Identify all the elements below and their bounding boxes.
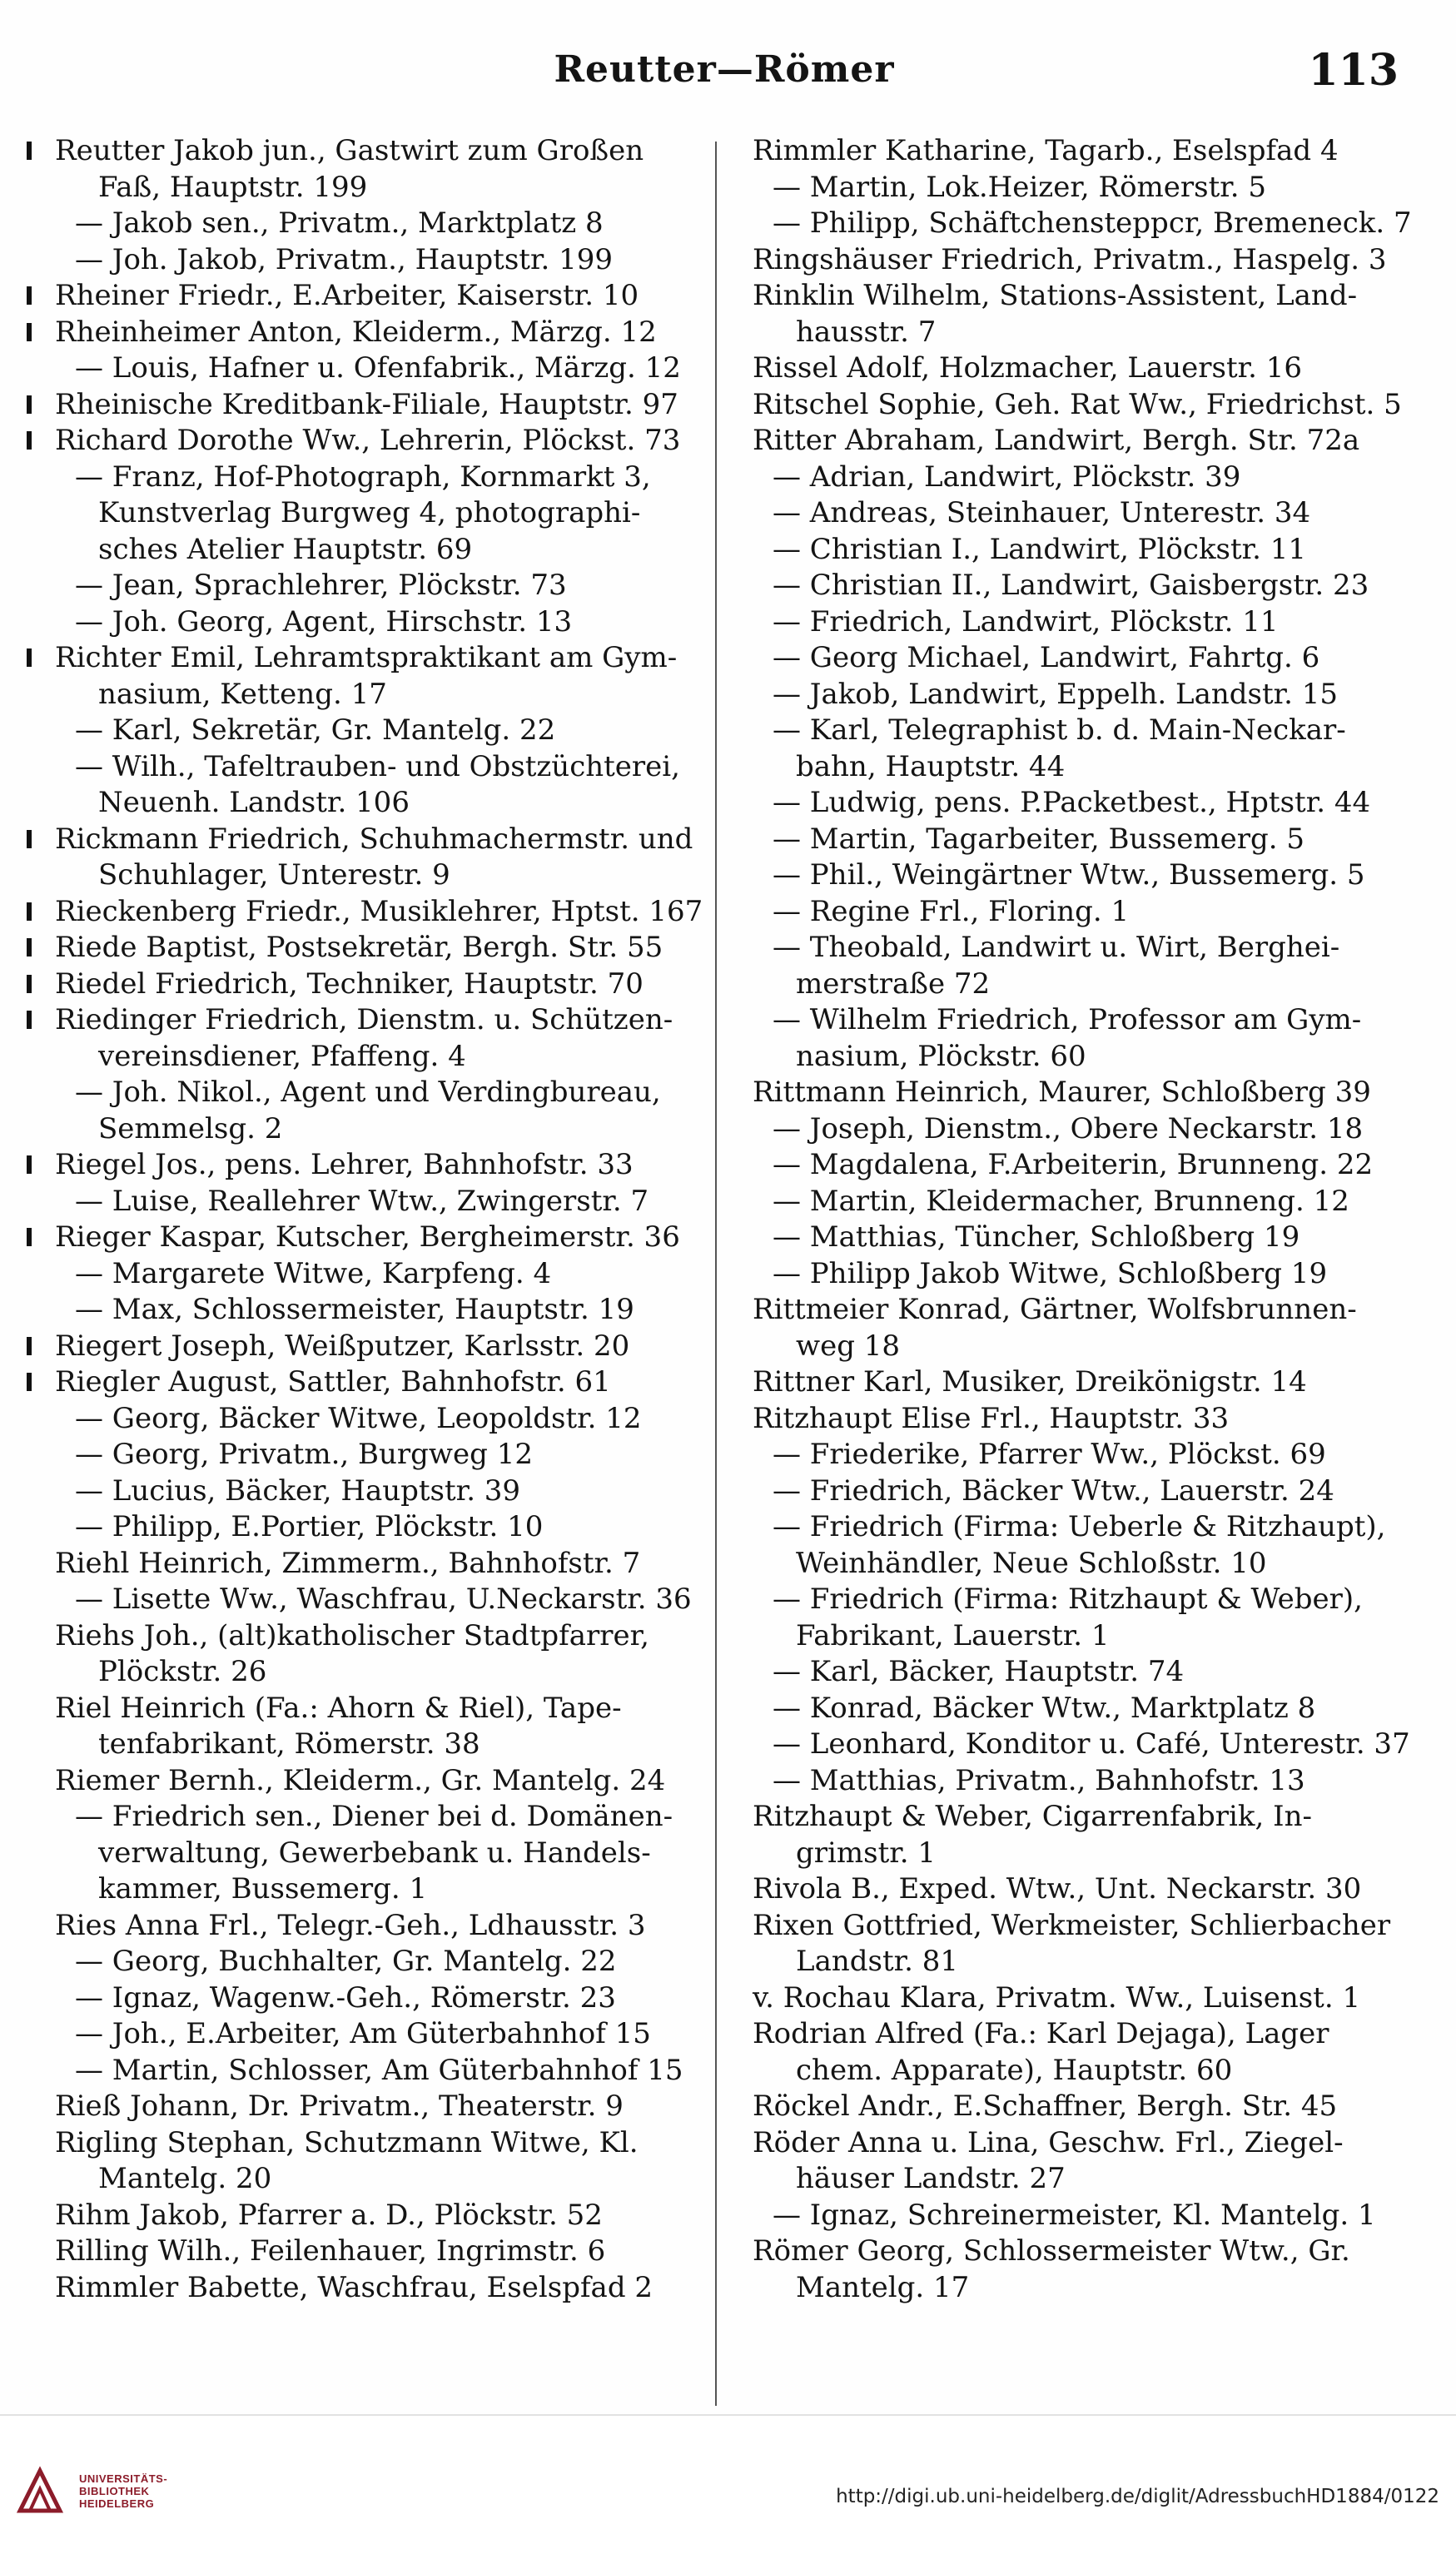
directory-entry [723,1473,1414,1510]
entry-continuation-line: Neuenh. Landstr. 106 [98,786,410,819]
entry-line: — Joh., E.Arbeiter, Am Güterbahnhof 15 [75,2017,651,2050]
entry-line: — Karl, Sekretär, Gr. Mantelg. 22 [75,713,556,747]
directory-entry [25,1980,712,2017]
directory-entry [723,2089,1414,2125]
entry-line: Rissel Adolf, Holzmacher, Lauerstr. 16 [753,351,1303,385]
viewer-footer [0,2414,1456,2554]
entry-line: Rimmler Babette, Waschfrau, Eselspfad 2 [55,2270,653,2304]
entry-line: Riedel Friedrich, Techniker, Hauptstr. 70 [55,966,644,1001]
directory-entry [25,387,712,424]
entry-line: — Philipp, Schäftchensteppcr, Bremeneck. 7 [773,206,1412,240]
directory-entry [723,930,1414,1002]
entry-continuation-line: vereinsdiener, Pfaffeng. 4 [98,1039,466,1073]
entry-line: — Georg Michael, Landwirt, Fahrtg. 6 [773,641,1320,674]
entry-continuation-line: Landstr. 81 [796,1945,959,1978]
directory-entry [25,1691,712,1763]
directory-entry [723,1727,1414,1763]
directory-entry [723,1002,1414,1075]
directory-entry [723,640,1414,677]
directory-entry [25,1329,712,1365]
entry-line: — Magdalena, F.Arbeiterin, Brunneng. 22 [773,1148,1374,1181]
directory-entry [723,2016,1414,2089]
entry-line: Riehl Heinrich, Zimmerm., Bahnhofstr. 7 [55,1546,641,1580]
directory-entry [25,1473,712,1510]
entry-continuation-line: Mantelg. 20 [98,2162,272,2195]
directory-entry [723,677,1414,713]
directory-entry [723,1401,1414,1438]
directory-entry [723,495,1414,532]
entry-line: — Phil., Weingärtner Wtw., Bussemerg. 5 [773,858,1365,892]
directory-entry [25,822,712,894]
right-column [723,133,1414,2414]
entry-line: Richter Emil, Lehramtspraktikant am Gym- [55,641,678,674]
entry-line: — Martin, Tagarbeiter, Bussemerg. 5 [773,822,1304,856]
directory-entry [25,2125,712,2198]
entry-line: — Wilh., Tafeltrauben- und Obstzüchterei, [75,749,680,783]
directory-entry [25,1437,712,1473]
logo-line: UNIVERSITÄTS- [79,2472,168,2485]
directory-entry [25,1799,712,1908]
page-header [33,33,1415,108]
directory-entry [723,785,1414,822]
directory-entry [723,460,1414,496]
directory-entry [723,2234,1414,2306]
entry-continuation-line: merstraße 72 [796,966,991,1001]
directory-entry [723,1364,1414,1401]
entry-continuation-line: Faß, Hauptstr. 199 [98,170,368,204]
entry-line: — Friedrich, Landwirt, Plöckstr. 11 [773,604,1279,638]
entry-continuation-line: bahn, Hauptstr. 44 [796,749,1066,783]
entry-line: Riehs Joh., (alt)katholischer Stadtpfarrer, [55,1618,649,1652]
entry-line: — Adrian, Landwirt, Plöckstr. 39 [773,460,1241,494]
entry-line: — Karl, Bäcker, Hauptstr. 74 [773,1655,1185,1688]
directory-entry [25,133,712,206]
directory-entry [25,713,712,749]
entry-line: — Friedrich, Bäcker Wtw., Lauerstr. 24 [773,1473,1334,1508]
entry-line: — Jean, Sprachlehrer, Plöckstr. 73 [75,569,567,602]
entry-continuation-line: tenfabrikant, Römerstr. 38 [98,1727,480,1761]
directory-entry [25,1292,712,1329]
directory-entry [25,749,712,822]
entry-line: — Friedrich (Firma: Ritzhaupt & Weber), [773,1583,1363,1616]
directory-entry [723,894,1414,931]
directory-entry [723,1908,1414,1980]
entry-line: Riegler August, Sattler, Bahnhofstr. 61 [55,1365,611,1399]
entry-continuation-line: sches Atelier Hauptstr. 69 [98,532,473,566]
entry-continuation-line: kammer, Bussemerg. 1 [98,1872,428,1906]
directory-entry [723,1147,1414,1184]
entry-line: — Leonhard, Konditor u. Café, Unterestr. 37 [773,1727,1410,1761]
entry-continuation-line: Plöckstr. 26 [98,1655,267,1688]
entry-line: Rheinische Kreditbank-Filiale, Hauptstr. 97 [55,387,678,421]
directory-entry [25,1582,712,1618]
directory-entry [25,1220,712,1256]
entry-line: — Joh. Nikol., Agent und Verdingbureau, [75,1076,661,1109]
entry-line: — Karl, Telegraphist b. d. Main-Neckar- [773,713,1346,747]
entry-continuation-line: verwaltung, Gewerbebank u. Handels- [98,1836,651,1870]
entry-line: Rieß Johann, Dr. Privatm., Theaterstr. 9 [55,2089,624,2123]
directory-entry [25,1763,712,1800]
entry-line: — Konrad, Bäcker Wtw., Marktplatz 8 [773,1691,1316,1725]
directory-entry [723,1799,1414,1871]
entry-line: v. Rochau Klara, Privatm. Ww., Luisenst. 1 [753,1980,1361,2015]
entry-line: Riel Heinrich (Fa.: Ahorn & Riel), Tape- [55,1691,622,1725]
directory-entry [25,206,712,242]
directory-entry [723,857,1414,894]
directory-entry [723,1980,1414,2017]
directory-entry [723,133,1414,170]
entry-line: Rieger Kaspar, Kutscher, Bergheimerstr. 36 [55,1220,680,1254]
entry-line: Ritschel Sophie, Geh. Rat Ww., Friedrichst. 5 [753,387,1402,421]
entry-line: — Friederike, Pfarrer Ww., Plöckst. 69 [773,1438,1326,1471]
directory-entry [25,2198,712,2234]
entry-line: — Christian I., Landwirt, Plöckstr. 11 [773,532,1307,566]
entry-line: — Matthias, Privatm., Bahnhofstr. 13 [773,1763,1305,1797]
entry-line: Rittner Karl, Musiker, Dreikönigstr. 14 [753,1365,1307,1399]
entry-line: — Regine Frl., Floring. 1 [773,894,1130,928]
entry-line: Ries Anna Frl., Telegr.-Geh., Ldhausstr. 3 [55,1908,646,1942]
entry-line: — Martin, Schlosser, Am Güterbahnhof 15 [75,2053,683,2087]
directory-entry [25,2053,712,2089]
directory-entry [723,278,1414,350]
entry-line: — Max, Schlossermeister, Hauptstr. 19 [75,1293,634,1326]
entry-line: Rinklin Wilhelm, Stations-Assistent, Land- [753,279,1358,312]
library-logo-icon [15,2466,65,2516]
entry-line: — Ignaz, Schreinermeister, Kl. Mantelg. 1 [773,2198,1376,2232]
entry-continuation-line: hausstr. 7 [796,315,937,349]
directory-entry [25,894,712,931]
directory-entry [25,2089,712,2125]
directory-entry [723,1292,1414,1364]
entry-continuation-line: Semmelsg. 2 [98,1111,283,1145]
directory-entry [25,1546,712,1583]
directory-entry [723,170,1414,206]
entry-line: — Ludwig, pens. P.Packetbest., Hptstr. 44 [773,786,1371,819]
entry-line: Röder Anna u. Lina, Geschw. Frl., Ziegel- [753,2125,1344,2159]
directory-entry [25,2016,712,2053]
directory-entry [25,423,712,460]
directory-entry [723,1763,1414,1800]
directory-entry [25,568,712,604]
directory-entry [25,2234,712,2270]
directory-entry [25,1002,712,1075]
entry-line: Rittmeier Konrad, Gärtner, Wolfsbrunnen- [753,1293,1357,1326]
directory-entry [723,2198,1414,2234]
entry-line: Rilling Wilh., Feilenhauer, Ingrimstr. 6 [55,2234,606,2268]
page-number: 113 [1308,45,1399,96]
directory-entry [25,1256,712,1293]
directory-entry [723,532,1414,569]
logo-line: BIBLIOTHEK [79,2485,150,2497]
directory-entry [25,350,712,387]
entry-line: — Christian II., Landwirt, Gaisbergstr. 23 [773,569,1369,602]
entry-line: Riede Baptist, Postsekretär, Bergh. Str. 55 [55,931,663,964]
entry-line: Riemer Bernh., Kleiderm., Gr. Mantelg. 24 [55,1763,666,1797]
entry-line: Riegel Jos., pens. Lehrer, Bahnhofstr. 33 [55,1148,634,1181]
directory-entry [723,242,1414,279]
entry-line: Rheinheimer Anton, Kleiderm., Märzg. 12 [55,315,657,349]
entry-continuation-line: Schuhlager, Unterestr. 9 [98,858,450,892]
directory-entry [723,387,1414,424]
directory-entry [723,1691,1414,1727]
entry-line: — Philipp Jakob Witwe, Schloßberg 19 [773,1256,1328,1290]
entry-line: Ritzhaupt & Weber, Cigarrenfabrik, In- [753,1800,1312,1833]
directory-entry [723,713,1414,785]
directory-entry [25,1944,712,1980]
directory-entry [25,1908,712,1945]
entry-line: — Friedrich (Firma: Ueberle & Ritzhaupt), [773,1510,1386,1543]
directory-entry [723,350,1414,387]
entry-continuation-line: nasium, Ketteng. 17 [98,677,387,711]
directory-entry [25,1509,712,1546]
entry-line: — Ignaz, Wagenw.-Geh., Römerstr. 23 [75,1980,616,2015]
directory-entry [723,1871,1414,1908]
directory-entry [723,1111,1414,1148]
directory-entry [25,460,712,569]
directory-entry [723,1075,1414,1111]
entry-line: — Joseph, Dienstm., Obere Neckarstr. 18 [773,1111,1364,1145]
entry-line: Ritter Abraham, Landwirt, Bergh. Str. 72a [753,424,1360,457]
directory-entry [25,1147,712,1184]
entry-line: — Joh. Jakob, Privatm., Hauptstr. 199 [75,242,613,276]
directory-entry [25,1075,712,1147]
entry-line: — Jakob, Landwirt, Eppelh. Landstr. 15 [773,677,1339,711]
entry-line: Ringshäuser Friedrich, Privatm., Haspelg. 3 [753,242,1387,276]
entry-line: — Lisette Ww., Waschfrau, U.Neckarstr. 36 [75,1583,692,1616]
entry-line: — Matthias, Tüncher, Schloßberg 19 [773,1220,1300,1254]
entry-line: — Theobald, Landwirt u. Wirt, Berghei- [773,931,1340,964]
entry-line: — Louis, Hafner u. Ofenfabrik., Märzg. 12 [75,351,681,385]
entry-line: — Friedrich sen., Diener bei d. Domänen- [75,1800,673,1833]
directory-entry [723,423,1414,460]
directory-entry [723,1256,1414,1293]
logo-line: HEIDELBERG [79,2497,155,2510]
entry-line: Rickmann Friedrich, Schuhmachermstr. und [55,822,693,856]
directory-entry [25,242,712,279]
entry-line: — Georg, Buchhalter, Gr. Mantelg. 22 [75,1945,617,1978]
directory-entry [723,822,1414,858]
entry-line: — Luise, Reallehrer Wtw., Zwingerstr. 7 [75,1184,649,1218]
entry-line: — Georg, Privatm., Burgweg 12 [75,1438,533,1471]
entry-continuation-line: häuser Landstr. 27 [796,2162,1066,2195]
directory-entry [25,1401,712,1438]
entry-line: Rittmann Heinrich, Maurer, Schloßberg 39 [753,1076,1371,1109]
directory-entry [25,930,712,966]
entry-line: Rimmler Katharine, Tagarb., Eselspfad 4 [753,134,1339,167]
entry-line: — Martin, Lok.Heizer, Römerstr. 5 [773,170,1267,204]
directory-entry [723,1184,1414,1220]
directory-entry [25,1184,712,1220]
entry-line: Riedinger Friedrich, Dienstm. u. Schützen- [55,1003,673,1036]
directory-entry [723,568,1414,604]
directory-entry [723,1220,1414,1256]
directory-entry [25,1364,712,1401]
entry-line: — Georg, Bäcker Witwe, Leopoldstr. 12 [75,1401,642,1435]
directory-entry [25,640,712,713]
entry-line: Römer Georg, Schlossermeister Wtw., Gr. [753,2234,1350,2268]
entry-line: Rihm Jakob, Pfarrer a. D., Plöckstr. 52 [55,2198,603,2232]
entry-line: Ritzhaupt Elise Frl., Hauptstr. 33 [753,1401,1230,1435]
entry-line: Rheiner Friedr., E.Arbeiter, Kaiserstr. 10 [55,279,639,312]
permalink-url[interactable]: http://digi.ub.uni-heidelberg.de/diglit/AdressbuchHD1884/0122 [836,2486,1439,2507]
entry-continuation-line: chem. Apparate), Hauptstr. 60 [796,2053,1233,2087]
directory-entry [25,278,712,315]
entry-continuation-line: Mantelg. 17 [796,2270,970,2304]
directory-entry [723,1437,1414,1473]
entry-line: — Margarete Witwe, Karpfeng. 4 [75,1256,552,1290]
directory-entry [25,315,712,351]
directory-entry [25,604,712,641]
entry-line: Rivola B., Exped. Wtw., Unt. Neckarstr. 30 [753,1872,1362,1906]
entry-line: Riegert Joseph, Weißputzer, Karlsstr. 20 [55,1329,630,1363]
directory-entry [723,1509,1414,1582]
entry-line: Rigling Stephan, Schutzmann Witwe, Kl. [55,2125,639,2159]
directory-entry [25,966,712,1003]
running-title: Reutter—Römer [554,48,895,91]
left-column [25,133,712,2414]
entry-line: — Jakob sen., Privatm., Marktplatz 8 [75,206,604,240]
entry-line: — Wilhelm Friedrich, Professor am Gym- [773,1003,1362,1036]
entry-continuation-line: Fabrikant, Lauerstr. 1 [796,1618,1110,1652]
entry-line: — Andreas, Steinhauer, Unterestr. 34 [773,496,1311,529]
entry-line: Rixen Gottfried, Werkmeister, Schlierbacher [753,1908,1391,1942]
entry-line: Rieckenberg Friedr., Musiklehrer, Hptst. 167 [55,894,703,928]
directory-entry [723,206,1414,242]
entry-continuation-line: nasium, Plöckstr. 60 [796,1039,1086,1073]
entry-continuation-line: Kunstverlag Burgweg 4, photographi- [98,496,641,529]
entry-line: Reutter Jakob jun., Gastwirt zum Großen [55,134,644,167]
entry-line: — Philipp, E.Portier, Plöckstr. 10 [75,1510,544,1543]
entry-line: — Lucius, Bäcker, Hauptstr. 39 [75,1473,521,1508]
directory-entry [723,604,1414,641]
column-divider [715,142,717,2406]
entry-continuation-line: weg 18 [796,1329,901,1363]
entry-line: — Franz, Hof-Photograph, Kornmarkt 3, [75,460,651,494]
entry-line: Rodrian Alfred (Fa.: Karl Dejaga), Lager [753,2017,1329,2050]
entry-continuation-line: grimstr. 1 [796,1836,937,1870]
directory-entry [25,1618,712,1691]
directory-entry [723,1654,1414,1691]
entry-line: — Martin, Kleidermacher, Brunneng. 12 [773,1184,1349,1218]
entry-line: — Joh. Georg, Agent, Hirschstr. 13 [75,604,573,638]
directory-entry [25,2270,712,2307]
entry-continuation-line: Weinhändler, Neue Schloßstr. 10 [796,1546,1267,1580]
entry-line: Röckel Andr., E.Schaffner, Bergh. Str. 45 [753,2089,1338,2123]
directory-entry [723,2125,1414,2198]
library-logo-text [79,2472,167,2510]
directory-entry [723,1582,1414,1654]
entry-line: Richard Dorothe Ww., Lehrerin, Plöckst. 73 [55,424,681,457]
